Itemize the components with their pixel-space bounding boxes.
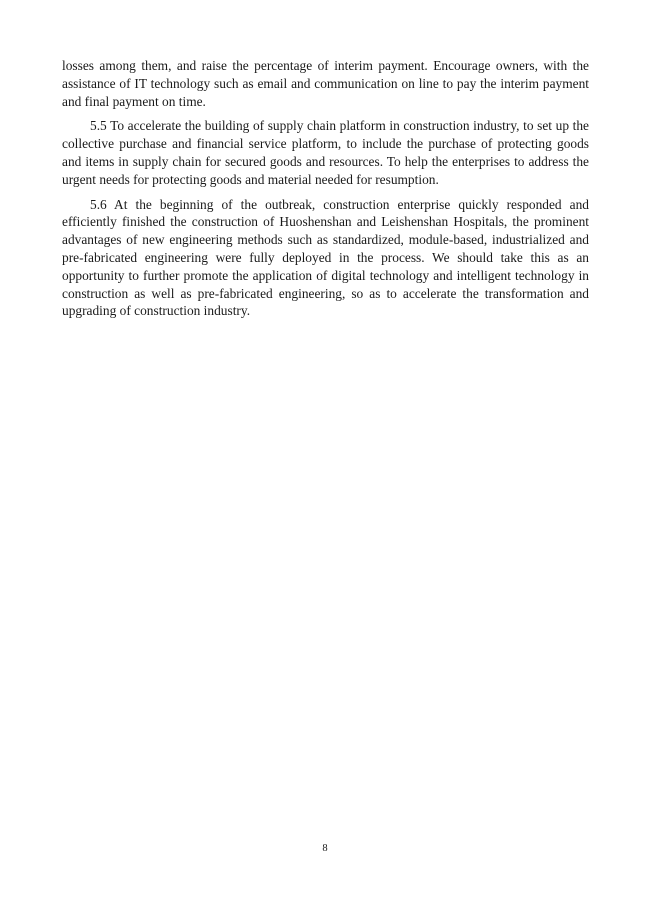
page-number: 8: [322, 843, 328, 854]
paragraph-continuation: losses among them, and raise the percentage of interim payment. Encourage owners, with the assistance of IT technology such as email and communication on line to pay the interim payment and final payment on time.: [62, 58, 589, 109]
paragraph-section-5-5: 5.5 To accelerate the building of supply chain platform in construction industry, to set up the collective purchase and financial service platform, to include the purchase of protecting goods and items in supply chain for secured goods and resources. To help the enterprises to address the urgent needs for protecting goods and material needed for resumption.: [62, 118, 589, 187]
page-body: [62, 57, 589, 320]
paragraph-section-5-6: 5.6 At the beginning of the outbreak, construction enterprise quickly responded and efficiently finished the construction of Huoshenshan and Leishenshan Hospitals, the prominent advantages of new engineering methods such as standardized, module-based, industrialized and pre-fabricated engineering were fully deployed in the process. We should take this as an opportunity to further promote the application of digital technology and intelligent technology in construction as well as pre-fabricated engineering, so as to accelerate the transformation and upgrading of construction industry.: [62, 196, 589, 319]
page-footer: [0, 838, 650, 856]
